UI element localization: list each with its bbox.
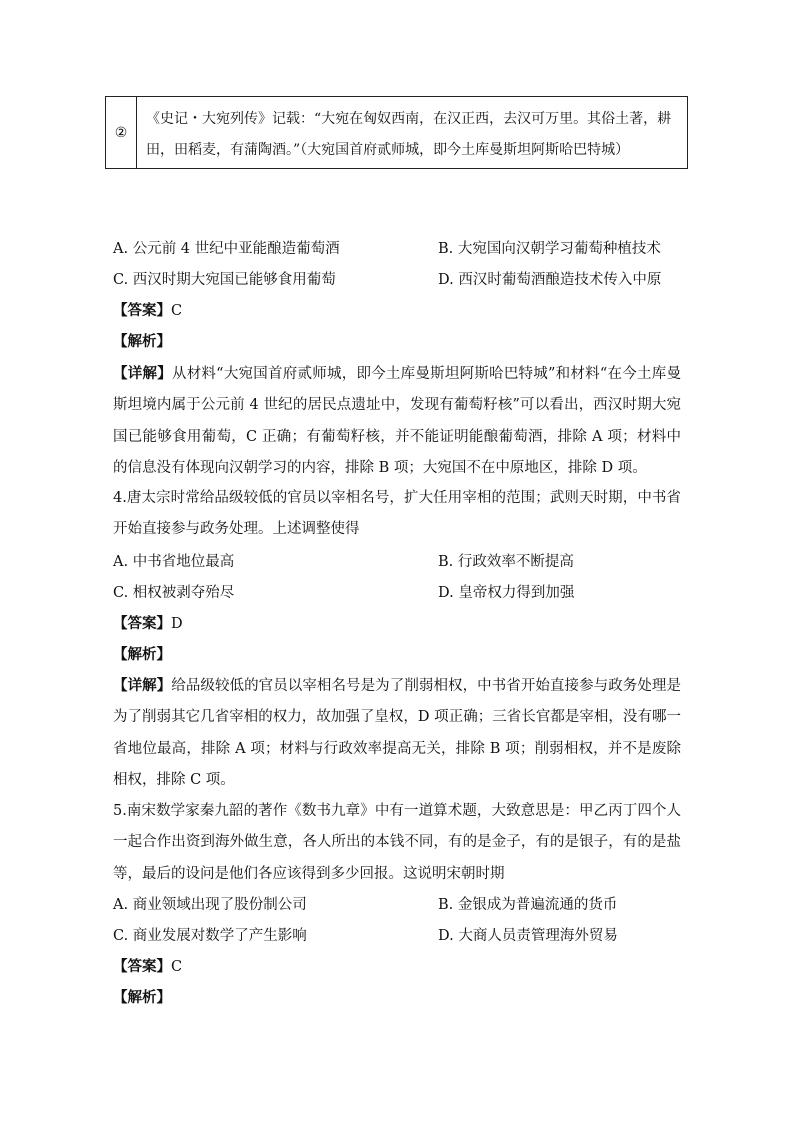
q3-option-a: A. 公元前 4 世纪中亚能酿造葡萄酒 [113, 241, 340, 257]
q3-option-b: B. 大宛国向汉朝学习葡萄种植技术 [438, 241, 661, 257]
q5-stem: 5.南宋数学家秦九韶的著作《数书九章》中有一道算术题，大致意思是：甲乙丙丁四个人一起合作出资到海外做生意，各人所出的本钱不同，有的是金子，有的是银子，有的是盐等，最后的设问是他们各应该得到多少回报。这说明宋朝时期 [113, 803, 681, 882]
q4-option-b: B. 行政效率不断提高 [438, 554, 574, 570]
q3-answer [113, 301, 182, 321]
q4-detail [113, 670, 681, 796]
q5-answer-label: 【答案】 [113, 958, 171, 975]
q4-answer-label: 【答案】 [113, 615, 171, 632]
q3-answer-value: C [171, 303, 183, 319]
material-number: ② [106, 97, 137, 168]
q5-option-b: B. 金银成为普遍流通的货币 [438, 897, 618, 913]
q3-option-d: D. 西汉时葡萄酒酿造技术传入中原 [438, 272, 662, 288]
q3-analysis-label: 【解析】 [113, 333, 171, 350]
q4-option-d: D. 皇帝权力得到加强 [438, 585, 575, 601]
q5-option-a: A. 商业领域出现了股份制公司 [113, 897, 307, 913]
q3-detail-label: 【详解】 [113, 365, 172, 382]
q3-option-c: C. 西汉时期大宛国已能够食用葡萄 [113, 272, 336, 288]
q4-option-a: A. 中书省地位最高 [113, 554, 235, 570]
q5-answer [113, 957, 182, 977]
q4-answer-value: D [171, 616, 183, 632]
q4-detail-label: 【详解】 [113, 677, 172, 694]
q3-detail [113, 358, 681, 484]
q4-stem: 4.唐太宗时常给品级较低的官员以宰相名号，扩大任用宰相的范围；武则天时期，中书省开始直接参与政务处理。上述调整使得 [113, 490, 681, 538]
material-table [105, 96, 688, 169]
material-text: 《史记・大宛列传》记载：“大宛在匈奴西南，在汉正西，去汉可万里。其俗土著，耕田，田稻麦，有蒲陶酒。”（大宛国首府贰师城，即今土库曼斯坦阿斯哈巴特城） [146, 111, 672, 158]
q5-option-c: C. 商业发展对数学了产生影响 [113, 928, 307, 944]
q3-answer-label: 【答案】 [113, 302, 171, 319]
q4-analysis-label: 【解析】 [113, 646, 171, 663]
q5-option-d: D. 大商人员责管理海外贸易 [438, 928, 618, 944]
q4-answer [113, 614, 183, 634]
q5-analysis-label: 【解析】 [113, 989, 171, 1006]
q5-answer-value: C [171, 959, 183, 975]
q4-detail-text: 给品级较低的官员以宰相名号是为了削弱相权，中书省开始直接参与政务处理是为了削弱其它几省宰相的权力，故加强了皇权，D 项正确；三省长官都是宰相，没有哪一省地位最高，排除 A 项；材料与行政效率提高无关，排除 B 项；削弱相权，并不是废除相权，排除 C 项。 [113, 678, 681, 788]
q4-option-c: C. 相权被剥夺殆尽 [113, 585, 235, 601]
q3-detail-text: 从材料“大宛国首府贰师城，即今土库曼斯坦阿斯哈巴特城”和材料“在今土库曼斯坦境内属于公元前 4 世纪的居民点遗址中，发现有葡萄籽核”可以看出，西汉时期大宛国已能够食用葡萄，C 正确；有葡萄籽核，并不能证明能酿葡萄酒，排除 A 项；材料中的信息没有体现向汉朝学习的内容，排除 B 项；大宛国不在中原地区，排除 D 项。 [113, 366, 681, 476]
